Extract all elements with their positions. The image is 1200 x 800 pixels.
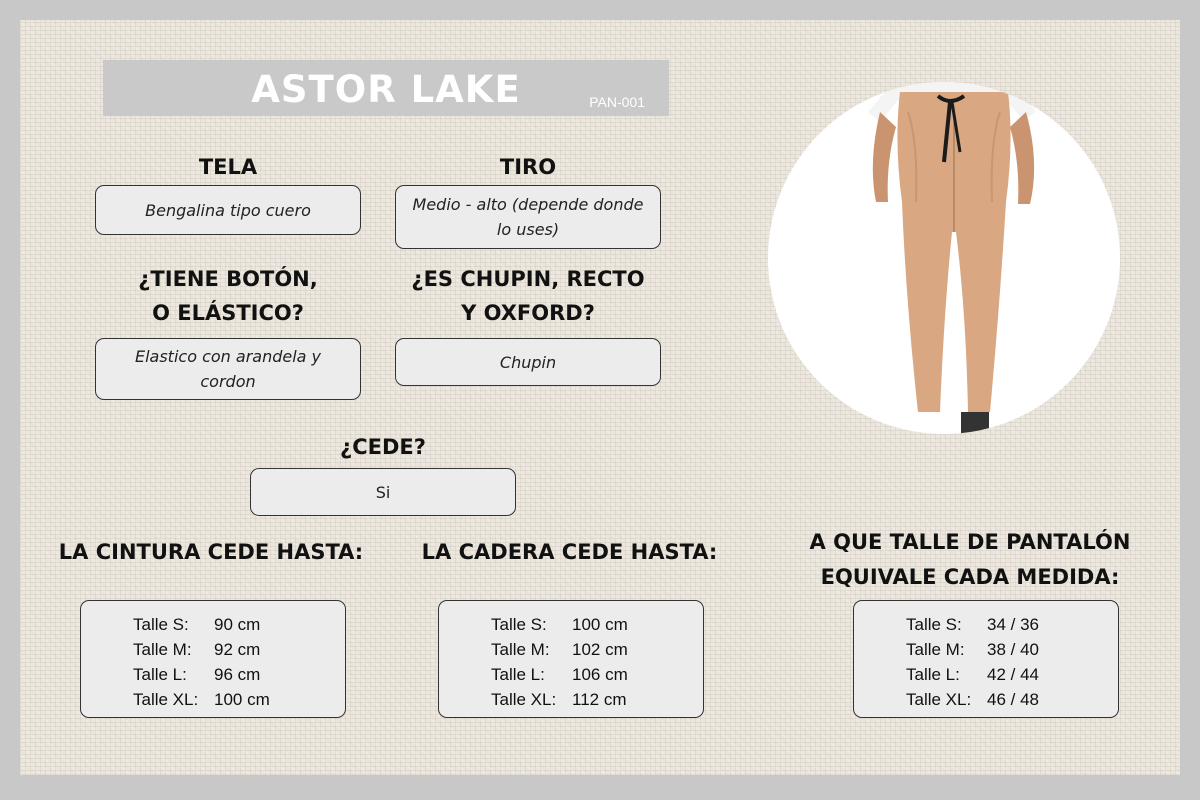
product-title: ASTOR LAKE [251, 68, 521, 111]
size-row: Talle M: 102 cm [491, 640, 628, 659]
corte-label-line-1: ¿ES CHUPIN, RECTO [411, 267, 645, 291]
size-row: Talle S: 34 / 36 [906, 615, 1039, 634]
size-row: Talle S: 90 cm [133, 615, 261, 634]
title-bar [103, 60, 669, 116]
size-row: Talle M: 38 / 40 [906, 640, 1039, 659]
cintura-label: LA CINTURA CEDE HASTA: [58, 540, 364, 564]
equivalencia-label-line-1: A QUE TALLE DE PANTALÓN [809, 530, 1131, 554]
product-code: PAN-001 [589, 94, 645, 110]
tela-label: TELA [198, 155, 258, 179]
size-row: Talle XL: 100 cm [133, 690, 270, 709]
cintura-sizes-box [80, 600, 346, 718]
size-row: Talle L: 96 cm [133, 665, 261, 684]
equivalencia-size-list [854, 612, 1118, 712]
cintura-size-list [81, 612, 345, 712]
equivalencia-sizes-box [853, 600, 1119, 718]
boton-label-line-2: O ELÁSTICO? [152, 301, 304, 325]
size-row: Talle L: 42 / 44 [906, 665, 1039, 684]
cadera-size-list [439, 612, 703, 712]
size-row: Talle XL: 46 / 48 [906, 690, 1039, 709]
size-row: Talle XL: 112 cm [491, 690, 627, 709]
tiro-value-box: Medio - alto (depende donde lo uses) [395, 185, 661, 249]
corte-value-box: Chupin [395, 338, 661, 386]
cadera-label: LA CADERA CEDE HASTA: [421, 540, 718, 564]
cadera-sizes-box [438, 600, 704, 718]
boton-label-line-1: ¿TIENE BOTÓN, [138, 267, 318, 291]
product-photo [768, 82, 1120, 434]
equivalencia-label-line-2: EQUIVALE CADA MEDIDA: [820, 565, 1120, 589]
corte-label-line-2: Y OXFORD? [461, 301, 595, 325]
boton-value-box: Elastico con arandela y cordon [95, 338, 361, 400]
size-row: Talle M: 92 cm [133, 640, 261, 659]
tiro-label: TIRO [499, 155, 557, 179]
cede-value-box: Si [250, 468, 516, 516]
size-row: Talle S: 100 cm [491, 615, 628, 634]
tela-value-box: Bengalina tipo cuero [95, 185, 361, 235]
cede-label: ¿CEDE? [340, 435, 426, 459]
pants-photo-icon [768, 82, 1120, 434]
size-row: Talle L: 106 cm [491, 665, 628, 684]
